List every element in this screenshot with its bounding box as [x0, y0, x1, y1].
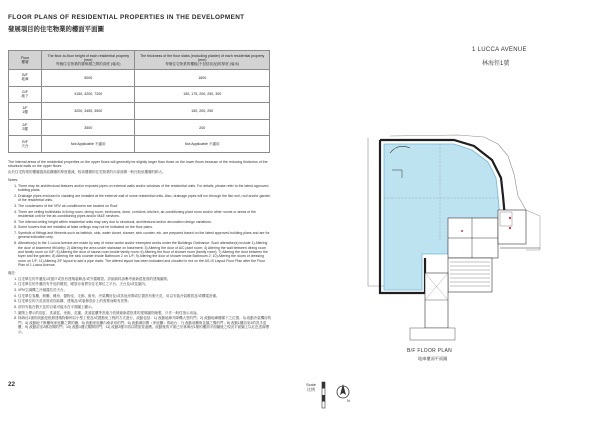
slab-cell: 1600: [135, 70, 270, 87]
floor-cell: B/F 地庫: [9, 70, 42, 87]
plan-title-zh: 地庫樓面平面圖: [418, 356, 448, 361]
list-item: 3. VRV空調機之冷凝器位於天台。: [18, 288, 272, 292]
slab-cell: 150, 175, 200, 250, 300: [135, 86, 270, 103]
list-item: 1. 住宅單位的外牆及/或窗戶或設有建築裝飾及/或外露喉管。詳細資料請參考最新經批准的建築圖則。: [18, 277, 272, 281]
page-number: 22: [8, 381, 16, 388]
intro-zh: 由於住宅物業的樓層越高結構牆的厚度遞減，較高樓層的住宅物業的內部面積一般比較低樓層的稍大。: [8, 170, 166, 175]
page-title: FLOOR PLANS OF RESIDENTIAL PROPERTIES IN THE DEVELOPMENT: [8, 14, 245, 21]
table-row: [9, 103, 270, 120]
scale-bar: [318, 380, 332, 412]
floor-cell: R/F 天台: [9, 136, 42, 153]
header-floor: Floor 樓層: [9, 51, 42, 70]
table-header-row: [9, 51, 270, 70]
list-item: 3. The condensers of the VRV air-conditioners are located on Roof.: [18, 204, 272, 208]
height-cell: Not Applicable 不適用: [42, 136, 135, 153]
development-name-zh: 林海徑1號: [482, 61, 510, 67]
north-label: N: [347, 398, 350, 403]
list-item: 6. 部份安裝在假天花的百葉可能未在平面圖上顯示。: [18, 305, 272, 309]
list-item: 5. The internal ceiling height within residential units may vary due to structural, architectural and/or decoration design variations.: [18, 220, 272, 224]
notes-list-en: [8, 184, 272, 268]
list-item: 4. There are ceiling bulkheads in living room, dining room, bedrooms, store, corridors, kitchen, air-conditioning plant room and/or other rooms or areas of the residential unit for the air-conditioning pipes and/or M&E services.: [18, 210, 272, 219]
list-item: 8. Alteration(s) to the 1 Lucca Avenue are made by way of minor works and/or exempted works under the Buildings Ordinance. Such alteration(s) include 1) Altering the door of basement lift lobby; 2) Altering the area under staircase on basement; 3) Altering the door of A/C plant room; 4) Altering the wall between dining room and family room on G/F; 5) Altering the door of sauna room inside family room; 6) Altering the floor of shower room (family room); 7) Altering the door between the foyer and the garden; 8) Altering the sink counter inside Bathroom 2 on 1/F; 9) Altering the door of shower inside Bathroom 2; 10) Altering the doors of dressing room on 1/F; 11) Altering 2/F layout to add a pipe ducts. The altered layout has been indicated and clouded in red on the AS-IS Layout Floor Plan after the Floor Plan of 1 Lucca Avenue.: [18, 241, 272, 267]
table-row: [9, 119, 270, 136]
notes-section: [8, 160, 272, 335]
header-floor-height: The floor-to-floor height of each residential property (mm) 每個住宅物業的層與層之間的高度 (毫米): [42, 51, 135, 70]
height-cell: 3500: [42, 119, 135, 136]
development-name: 1 LUCCA AVENUE: [472, 47, 527, 53]
list-item: 5. 住宅單位的天花高度或因結構、建築及/或裝修設計上的需要而略有差異。: [18, 299, 272, 303]
floor-cell: 2/F 2樓: [9, 119, 42, 136]
list-item: 2. Drainage pipes enclosed in cladding are installed at the external wall of some residential units. Also, drainage pipes will run through the flat roof, roof and/or garden of the residential units.: [18, 194, 272, 203]
height-cell: 5000: [42, 70, 135, 87]
list-item: 6. Some louvers that are installed at false ceilings may not be indicated on the floor plans.: [18, 225, 272, 229]
list-item: 1. There may be architectural features and/or exposed pipes on external walls and/or windows of the residential units. For details, please refer to the latest approved building plans.: [18, 184, 272, 193]
north-arrow-icon: [335, 381, 351, 403]
floor-height-table: [8, 50, 270, 153]
page-title-zh: 發展項目的住宅物業的樓面平面圖: [8, 26, 104, 33]
lift-shaft: [425, 273, 448, 328]
floor-cell: 1/F 1樓: [9, 103, 42, 120]
list-item: 8. 林海徑1號的改動是根據建築物條例以小型工程及/或獲豁免工程的方式進行，改動包括：1) 改動地庫升降機大堂的門；2) 改動地庫樓梯下之位置；3) 改動冷氣機房的門；4) 改動地下飯廳與家庭廳之間的牆；5) 改動家庭廳內桑拿房的門；6) 改動淋浴間（家庭廳）的地台；7) 改動前廳與花園之間的門；8) 改動1樓浴室2的洗手盆櫃；9) 改動浴室2淋浴間的門；10) 改動1樓衣帽間的門；11) 改動2樓平面以增加管道槽。改動後的平面已於林海徑1號的樓面平面圖後之現況平面圖上以紅色雲線標示。: [18, 316, 272, 334]
list-item: 7. Symbols of fittings and fitments such as bathtub, sink, water closet, shower, sink counter, etc. are prepared based on the latest approved building plans and are for general indication only.: [18, 231, 272, 240]
header-slab-thickness: The thickness of the floor slabs (excluding plaster) of each residential property (mm) 每個住宅物業的樓板(不包括灰泥)的厚度 (毫米): [135, 51, 270, 70]
table-row: [9, 86, 270, 103]
floor-cell: G/F 地下: [9, 86, 42, 103]
slab-cell: Not Applicable 不適用: [135, 136, 270, 153]
basement-floor-plan: [350, 78, 550, 343]
list-item: 4. 住宅單位客廳、飯廳、睡房、儲物室、走廊、廚房、冷氣機房及/或其他房間或位置設有假天花，用以安裝冷氣喉管及/或機電設備。: [18, 294, 272, 298]
height-cell: 4150, 4200, 7200: [42, 86, 135, 103]
notes-heading-en: Notes:: [8, 177, 19, 182]
slab-cell: 200: [135, 119, 270, 136]
notes-heading-zh: 備註：: [8, 270, 19, 275]
intro-en: The internal areas of the residential properties on the upper floors will generally be slightly larger than those on the lower floors because of the reducing thickness of the structural walls on the upper floors.: [8, 160, 268, 169]
staircase: [448, 258, 492, 292]
list-item: 2. 住宅單位的外牆設有外包的喉管，喉管亦會貫穿住宅單位之平台、天台及/或花園內。: [18, 282, 272, 286]
table-row: [9, 136, 270, 153]
slab-cell: 150, 200, 250: [135, 103, 270, 120]
table-row: [9, 70, 270, 87]
plan-title: B/F FLOOR PLAN: [407, 348, 453, 354]
scale-label: Scale 比例: [306, 382, 317, 392]
list-item: 7. 圖則上標示的浴缸、洗滌盆、坐廁、花灑、洗滌盆櫃等設施乃依據最新經批准的建築圖則繪製，只作一般性指示用途。: [18, 311, 272, 315]
notes-list-zh: [8, 277, 272, 335]
height-cell: 3200, 3450, 3500: [42, 103, 135, 120]
